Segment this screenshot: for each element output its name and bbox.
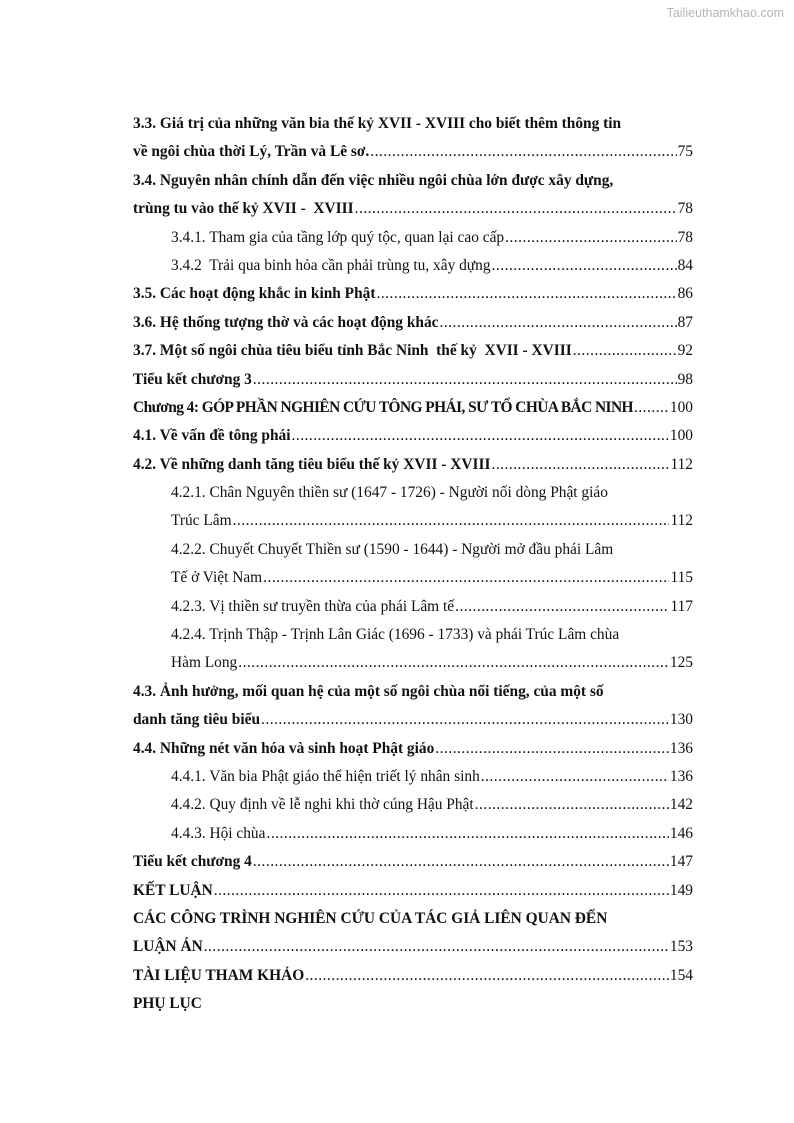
dot-leader xyxy=(475,791,669,819)
toc-entry-title: 4.4.3. Hội chùa xyxy=(171,824,266,842)
dot-leader xyxy=(491,451,669,479)
toc-entry-title-line2: danh tăng tiêu biểu xyxy=(133,711,261,729)
toc-entry-title: 4.4.2. Quy định về lễ nghi khi thờ cúng Hậu Phật xyxy=(171,796,474,814)
toc-page-number: 147 xyxy=(669,853,693,871)
toc-page-number: 112 xyxy=(670,455,693,473)
watermark-text: Tailieuthamkhao.com xyxy=(666,6,784,20)
toc-entry xyxy=(133,962,693,990)
toc-entry xyxy=(133,451,693,479)
toc-entry-title-line2: trùng tu vào thế kỷ XVII - XVIII xyxy=(133,200,354,218)
toc-page-number: 112 xyxy=(670,512,693,530)
dot-leader xyxy=(214,877,669,905)
dot-leader xyxy=(253,848,669,876)
toc-entry xyxy=(133,167,693,224)
toc-entry-title-line1: 4.3. Ảnh hưởng, mối quan hệ của một số ngôi chùa nổi tiếng, của một số xyxy=(133,682,604,700)
toc-entry-title: TÀI LIỆU THAM KHẢO xyxy=(133,966,305,984)
dot-leader xyxy=(481,763,669,791)
toc-entry xyxy=(133,337,693,365)
dot-leader xyxy=(305,962,669,990)
toc-entry xyxy=(133,252,693,280)
toc-entry xyxy=(133,366,693,394)
toc-entry-title-line1: CÁC CÔNG TRÌNH NGHIÊN CỨU CỦA TÁC GIẢ LIÊN QUAN ĐẾN xyxy=(133,909,608,927)
toc-page-number: 149 xyxy=(669,881,693,899)
dot-leader xyxy=(266,820,668,848)
dot-leader xyxy=(573,337,677,365)
toc-entry-title-line2: về ngôi chùa thời Lý, Trần và Lê sơ. xyxy=(133,143,370,161)
toc-entry xyxy=(133,763,693,791)
toc-entry-title-line1: 3.4. Nguyên nhân chính dẫn đến việc nhiều ngôi chùa lớn được xây dựng, xyxy=(133,171,614,189)
toc-entry-title: 3.7. Một số ngôi chùa tiêu biểu tỉnh Bắc Ninh thế kỷ XVII - XVIII xyxy=(133,342,572,360)
toc-page-number: 84 xyxy=(677,256,693,274)
toc-entry-title: 4.2. Về những danh tăng tiêu biểu thế kỷ XVII - XVIII xyxy=(133,455,491,473)
toc-chapter-entry xyxy=(133,394,693,422)
toc-page-number: 100 xyxy=(669,427,693,445)
toc-entry xyxy=(133,848,693,876)
toc-page-number: 98 xyxy=(677,370,693,388)
dot-leader xyxy=(505,224,677,252)
toc-entry-title: 4.4. Những nét văn hóa và sinh hoạt Phật giáo xyxy=(133,739,435,757)
toc-page-number: 130 xyxy=(669,711,693,729)
toc-entry xyxy=(133,791,693,819)
toc-entry xyxy=(133,224,693,252)
toc-page-number: 153 xyxy=(669,938,693,956)
toc-entry-title: 3.5. Các hoạt động khắc in kinh Phật xyxy=(133,285,376,303)
toc-entry-title: 3.6. Hệ thống tượng thờ và các hoạt động khác xyxy=(133,313,439,331)
toc-entry xyxy=(133,280,693,308)
toc-entry xyxy=(133,593,693,621)
dot-leader xyxy=(233,507,670,535)
toc-page-number: 100 xyxy=(669,398,693,416)
dot-leader xyxy=(492,252,677,280)
toc-entry-title: 4.2.3. Vị thiền sư truyền thừa của phái Lâm tế xyxy=(171,597,455,615)
dot-leader xyxy=(370,138,676,166)
toc-entry xyxy=(133,309,693,337)
dot-leader xyxy=(261,706,669,734)
dot-leader xyxy=(263,564,669,592)
toc-entry xyxy=(133,820,693,848)
dot-leader xyxy=(634,394,669,422)
dot-leader xyxy=(439,309,676,337)
toc-page-number: 154 xyxy=(669,966,693,984)
toc-entry xyxy=(133,678,693,735)
toc-entry-title: Tiểu kết chương 4 xyxy=(133,853,252,871)
dot-leader xyxy=(253,366,677,394)
toc-page-number: 78 xyxy=(677,228,693,246)
toc-page-number: 142 xyxy=(669,796,693,814)
toc-page-number: 75 xyxy=(677,143,693,161)
toc-entry-title-line1: 3.3. Giá trị của những văn bia thế kỷ XVII - XVIII cho biết thêm thông tin xyxy=(133,115,622,132)
toc-entry-title-line2: Tế ở Việt Nam xyxy=(171,569,263,587)
toc-entry-title-line2: Trúc Lâm xyxy=(171,512,232,530)
dot-leader xyxy=(376,280,676,308)
dot-leader xyxy=(204,933,669,961)
dot-leader xyxy=(355,195,677,223)
toc-entry-title: Chương 4: GÓP PHẦN NGHIÊN CỨU TÔNG PHÁI, SƯ TỔ CHÙA BẮC NINH xyxy=(133,398,633,416)
dot-leader xyxy=(238,649,669,677)
toc-entry xyxy=(133,621,693,678)
toc-entry xyxy=(133,877,693,905)
toc-page-number: 125 xyxy=(669,654,693,672)
toc-entry-title: Tiểu kết chương 3 xyxy=(133,370,252,388)
toc-entry xyxy=(133,905,693,962)
toc-entry-title: PHỤ LỤC xyxy=(133,995,202,1013)
toc-page-number: 146 xyxy=(669,824,693,842)
dot-leader xyxy=(292,422,669,450)
toc-entry-title: 4.4.1. Văn bia Phật giáo thể hiện triết lý nhân sinh xyxy=(171,767,480,785)
toc-entry-title: 4.1. Về vấn đề tông phái xyxy=(133,427,291,445)
toc-page-number: 78 xyxy=(677,200,693,218)
toc-entry xyxy=(133,735,693,763)
table-of-contents xyxy=(133,110,693,1019)
toc-entry-title-line1: 4.2.4. Trịnh Thập - Trịnh Lân Giác (1696 - 1733) và phái Trúc Lâm chùa xyxy=(171,626,620,644)
toc-entry xyxy=(133,479,693,536)
dot-leader xyxy=(435,735,669,763)
toc-page-number: 136 xyxy=(669,767,693,785)
toc-entry-title: KẾT LUẬN xyxy=(133,881,213,899)
toc-entry xyxy=(133,422,693,450)
toc-entry-title-line1: 4.2.2. Chuyết Chuyết Thiền sư (1590 - 1644) - Người mở đầu phái Lâm xyxy=(171,540,614,558)
toc-entry xyxy=(133,536,693,593)
toc-page-number: 115 xyxy=(670,569,693,587)
toc-page-number: 92 xyxy=(677,342,693,360)
toc-entry-title-line1: 4.2.1. Chân Nguyên thiền sư (1647 - 1726) - Người nối dòng Phật giáo xyxy=(171,484,608,502)
toc-page-number: 136 xyxy=(669,739,693,757)
toc-entry-title: 3.4.2 Trải qua binh hỏa cần phải trùng tu, xây dựng xyxy=(171,256,491,274)
dot-leader xyxy=(455,593,669,621)
toc-page-number: 87 xyxy=(677,313,693,331)
toc-entry-title-line2: Hàm Long xyxy=(171,654,238,672)
toc-entry xyxy=(133,110,693,167)
toc-entry-title-line2: LUẬN ÁN xyxy=(133,938,203,956)
toc-page-number: 117 xyxy=(670,597,693,615)
toc-entry xyxy=(133,990,693,1018)
toc-page-number: 86 xyxy=(677,285,693,303)
toc-entry-title: 3.4.1. Tham gia của tầng lớp quý tộc, quan lại cao cấp xyxy=(171,228,505,246)
